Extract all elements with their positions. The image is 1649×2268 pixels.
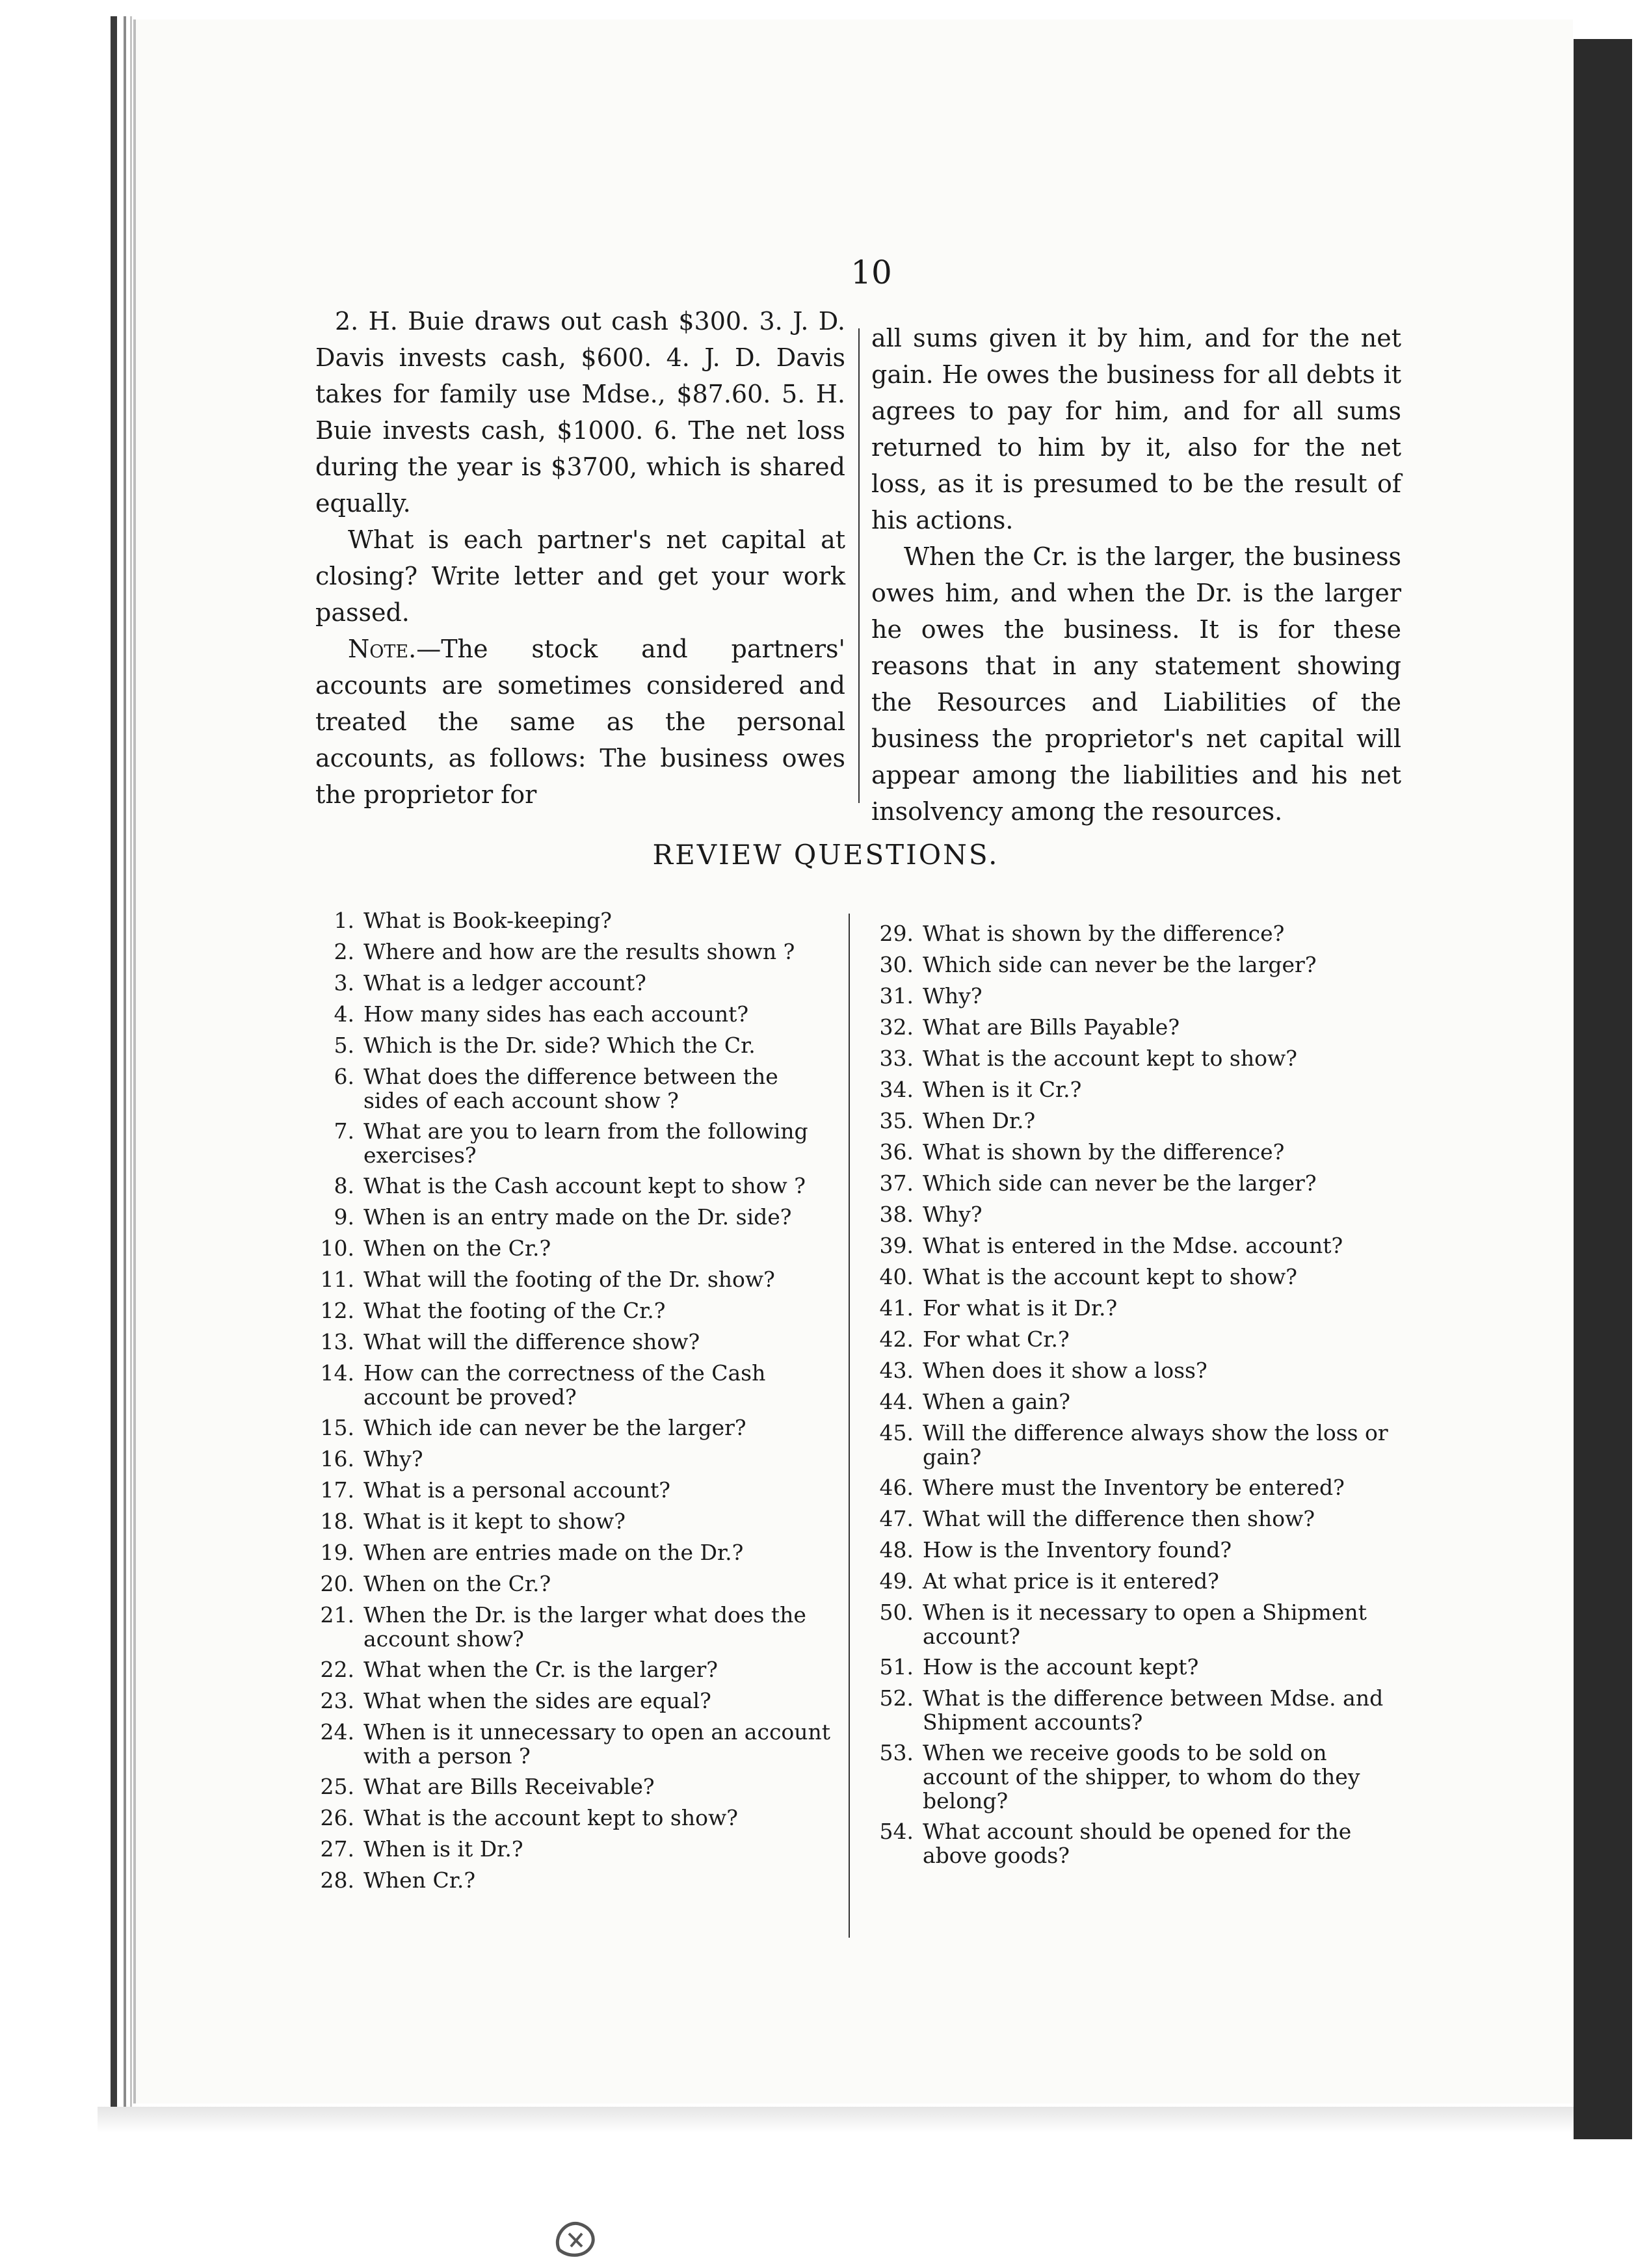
question-text: When Cr.? [363,1867,476,1893]
review-question-item [302,1030,839,1061]
question-text: What the footing of the Cr.? [363,1298,666,1323]
facing-page-edge [1574,39,1632,2139]
review-question-item [862,981,1405,1012]
review-question-item [862,1597,1405,1652]
question-number: 6. [334,1064,354,1089]
question-text: Why? [923,1202,983,1227]
question-number: 15. [320,1415,354,1440]
review-question-item [302,1358,839,1412]
review-question-item [302,968,839,999]
review-question-item [302,1170,839,1202]
question-number: 54. [879,1819,914,1844]
review-question-item [862,1105,1405,1137]
review-question-item [862,1535,1405,1566]
question-number: 50. [879,1600,914,1625]
question-text: For what is it Dr.? [923,1295,1118,1321]
capital-explanation-paragraph: When the Cr. is the larger, the business owes him, and when the Dr. is the larger he owes the business. It is for these reasons that in any statement showing the Resources and Liabilities of the business the proprietor's net capital will appear among the liabilities and his net insolvency among the resources. [871,542,1401,826]
question-number: 39. [879,1233,914,1258]
column-divider-bottom [849,914,850,1938]
question-text: What is shown by the difference? [923,1139,1285,1165]
question-number: 19. [320,1540,354,1565]
question-text: What account should be opened for the above goods? [923,1819,1352,1868]
question-number: 41. [879,1295,914,1321]
review-question-item [302,1865,839,1896]
question-number: 4. [334,1001,354,1027]
review-question-item [302,1061,839,1116]
question-number: 36. [879,1139,914,1165]
question-number: 43. [879,1358,914,1383]
review-question-item [862,1652,1405,1683]
review-question-item [862,1324,1405,1355]
question-text: Will the difference always show the loss or gain? [923,1420,1388,1470]
review-question-item [862,1137,1405,1168]
question-number: 11. [320,1267,354,1292]
question-text: What is the account kept to show? [923,1264,1297,1289]
question-text: What are Bills Receivable? [363,1774,655,1799]
question-text: What is the account kept to show? [363,1805,738,1830]
exercise-question-paragraph: What is each partner's net capital at closing? Write letter and get your work passed. [315,525,845,627]
question-number: 24. [320,1719,354,1745]
question-text: For what Cr.? [923,1326,1070,1352]
review-question-item [302,1264,839,1295]
question-text: When a gain? [923,1389,1070,1414]
question-text: What is a personal account? [363,1477,670,1503]
review-question-item [862,949,1405,981]
question-number: 26. [320,1805,354,1830]
review-question-item [302,1568,839,1600]
question-number: 42. [879,1326,914,1352]
review-question-item [862,1737,1405,1816]
question-text: What will the difference show? [363,1329,700,1354]
question-text: What is Book-keeping? [363,908,612,933]
question-number: 16. [320,1446,354,1471]
review-questions-heading: REVIEW QUESTIONS. [652,839,999,871]
page-number: 10 [851,254,892,291]
review-question-item [862,1355,1405,1386]
review-question-item [862,1074,1405,1105]
question-text: Which is the Dr. side? Which the Cr. [363,1033,756,1058]
question-text: When is it Cr.? [923,1077,1082,1102]
review-question-item [862,1418,1405,1472]
question-text: Why? [363,1446,423,1471]
intro-right-column [871,320,1401,830]
question-number: 45. [879,1420,914,1445]
question-number: 40. [879,1264,914,1289]
review-question-item [862,1168,1405,1199]
review-question-item [862,1503,1405,1535]
question-number: 23. [320,1688,354,1713]
question-number: 3. [334,970,354,996]
question-text: Where must the Inventory be entered? [923,1475,1345,1500]
review-question-item [302,1475,839,1506]
question-text: When the Dr. is the larger what does the account show? [363,1602,806,1652]
book-binding-fold [124,16,126,2116]
question-number: 5. [334,1033,354,1058]
review-question-item [302,1685,839,1717]
exercise-paragraph: 2. H. Buie draws out cash $300. 3. J. D. Davis invests cash, $600. 4. J. D. Davis takes for family use Mdse., $87.60. 5. H. Buie invests cash, $1000. 6. The net loss during the year is $3700, which is shared equally. [315,307,845,518]
review-question-item [302,1834,839,1865]
review-question-item [302,1116,839,1170]
review-question-item [302,1717,839,1771]
question-number: 48. [879,1537,914,1563]
question-number: 7. [334,1118,354,1144]
question-text: When is it necessary to open a Shipment account? [923,1600,1367,1649]
question-text: When is it unnecessary to open an account with a person ? [363,1719,831,1769]
question-number: 33. [879,1046,914,1071]
question-text: When Dr.? [923,1108,1036,1133]
review-question-item [302,936,839,968]
review-question-item [302,1654,839,1685]
note-paragraph [315,631,845,813]
question-number: 28. [320,1867,354,1893]
review-question-item [862,1230,1405,1261]
review-question-item [302,1537,839,1568]
question-number: 49. [879,1568,914,1594]
question-number: 47. [879,1506,914,1531]
page-bottom-shadow [98,2107,1574,2133]
question-number: 20. [320,1571,354,1596]
review-question-item [302,1444,839,1475]
question-text: What is the account kept to show? [923,1046,1297,1071]
question-number: 31. [879,983,914,1009]
question-number: 34. [879,1077,914,1102]
question-number: 38. [879,1202,914,1227]
review-question-item [302,1326,839,1358]
question-text: When are entries made on the Dr.? [363,1540,744,1565]
question-text: When we receive goods to be sold on account of the shipper, to whom do they belong? [923,1740,1360,1813]
question-text: What is the difference between Mdse. and Shipment accounts? [923,1685,1384,1735]
question-number: 27. [320,1836,354,1862]
question-text: What will the difference then show? [923,1506,1315,1531]
review-question-item [862,1199,1405,1230]
review-question-item [862,1293,1405,1324]
question-text: Why? [923,983,983,1009]
question-text: When is it Dr.? [363,1836,523,1862]
question-number: 9. [334,1204,354,1230]
question-text: When does it show a loss? [923,1358,1207,1383]
question-number: 21. [320,1602,354,1628]
question-text: What when the Cr. is the larger? [363,1657,718,1682]
question-number: 17. [320,1477,354,1503]
review-question-item [302,1506,839,1537]
note-label: Note. [348,635,417,663]
book-binding-shadow [130,16,132,2116]
column-divider-top [858,328,860,803]
review-question-item [302,1233,839,1264]
question-text: How many sides has each account? [363,1001,749,1027]
question-text: What are you to learn from the following exercises? [363,1118,808,1168]
question-text: What when the sides are equal? [363,1688,711,1713]
note-text: —The stock and partners' accounts are sometimes considered and treated the same as the personal accounts, as follows: The business owes the proprietor for [315,635,845,809]
question-text: Which ide can never be the larger? [363,1415,746,1440]
review-question-item [302,905,839,936]
review-question-item [862,1816,1405,1871]
review-questions-left-list [302,905,839,1896]
question-number: 52. [879,1685,914,1711]
note-continuation-paragraph: all sums given it by him, and for the net gain. He owes the business for all debts it agrees to pay for him, and for all sums returned to him by it, also for the net loss, as it is presumed to be the result of his actions. [871,324,1401,534]
question-number: 30. [879,952,914,977]
question-number: 46. [879,1475,914,1500]
question-number: 18. [320,1509,354,1534]
question-text: When is an entry made on the Dr. side? [363,1204,792,1230]
question-text: When on the Cr.? [363,1235,551,1261]
question-number: 35. [879,1108,914,1133]
question-number: 37. [879,1170,914,1196]
question-number: 53. [879,1740,914,1765]
question-text: Which side can never be the larger? [923,1170,1317,1196]
question-number: 12. [320,1298,354,1323]
question-number: 2. [334,939,354,964]
review-question-item [302,1295,839,1326]
review-question-item [862,1012,1405,1043]
question-text: What will the footing of the Dr. show? [363,1267,775,1292]
question-number: 25. [320,1774,354,1799]
question-number: 13. [320,1329,354,1354]
question-number: 14. [320,1360,354,1386]
intro-left-column [315,303,845,813]
question-text: What is shown by the difference? [923,921,1285,946]
review-question-item [302,1600,839,1654]
review-question-item [862,1566,1405,1597]
question-text: What does the difference between the sides of each account show ? [363,1064,778,1113]
book-binding-edge [111,16,117,2116]
question-number: 8. [334,1173,354,1198]
review-question-item [862,1386,1405,1418]
review-question-item [302,1412,839,1444]
review-question-item [302,1771,839,1802]
question-text: Which side can never be the larger? [923,952,1317,977]
question-number: 51. [879,1654,914,1680]
question-number: 22. [320,1657,354,1682]
question-number: 44. [879,1389,914,1414]
question-text: When on the Cr.? [363,1571,551,1596]
question-text: What is it kept to show? [363,1509,626,1534]
question-number: 1. [334,908,354,933]
question-text: How can the correctness of the Cash account be proved? [363,1360,766,1410]
review-question-item [862,1261,1405,1293]
question-number: 10. [320,1235,354,1261]
question-number: 29. [879,921,914,946]
question-text: What are Bills Payable? [923,1014,1180,1040]
question-number: 32. [879,1014,914,1040]
question-text: How is the account kept? [923,1654,1199,1680]
review-question-item [862,1043,1405,1074]
question-text: What is a ledger account? [363,970,646,996]
question-text: Where and how are the results shown ? [363,939,795,964]
question-text: What is the Cash account kept to show ? [363,1173,806,1198]
review-question-item [302,1202,839,1233]
question-text: At what price is it entered? [923,1568,1219,1594]
review-question-item [302,1802,839,1834]
review-questions-right-list [862,918,1405,1871]
review-question-item [862,1472,1405,1503]
question-text: How is the Inventory found? [923,1537,1232,1563]
review-question-item [302,999,839,1030]
question-text: What is entered in the Mdse. account? [923,1233,1343,1258]
review-question-item [862,918,1405,949]
review-question-item [862,1683,1405,1737]
library-stamp-icon [546,2211,605,2263]
